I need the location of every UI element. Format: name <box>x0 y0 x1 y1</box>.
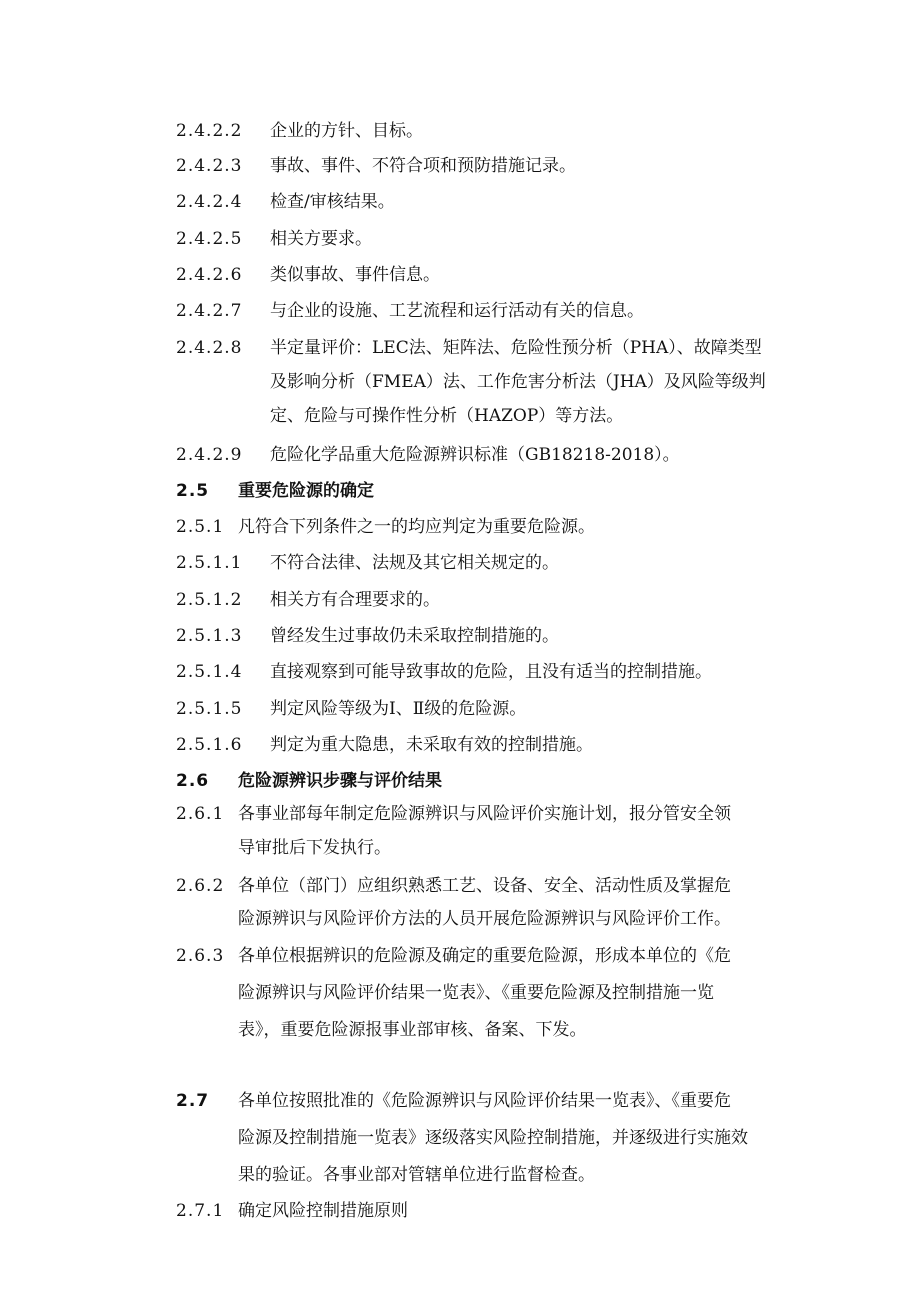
item-text: 判定风险等级为Ⅰ、Ⅱ级的危险源。 <box>270 699 527 719</box>
item-text: 事故、事件、不符合项和预防措施记录。 <box>270 156 576 176</box>
item-number: 2.5.1.1 <box>176 553 243 573</box>
item-text: 直接观察到可能导致事故的危险，且没有适当的控制措施。 <box>270 662 712 682</box>
section-title: 重要危险源的确定 <box>238 481 374 501</box>
item-text-line: 险源辨识与风险评价方法的人员开展危险源辨识与风险评价工作。 <box>238 909 731 929</box>
item-text-line: 及影响分析（FMEA）法、工作危害分析法（JHA）及风险等级判 <box>270 372 766 392</box>
item-text: 检查/审核结果。 <box>270 192 395 212</box>
item-number: 2.5.1 <box>176 517 225 537</box>
item-text-line: 各事业部每年制定危险源辨识与风险评价实施计划，报分管安全领 <box>238 804 731 824</box>
item-text-line: 导审批后下发执行。 <box>238 838 391 858</box>
item-text: 判定为重大隐患，未采取有效的控制措施。 <box>270 735 593 755</box>
item-text: 与企业的设施、工艺流程和运行活动有关的信息。 <box>270 301 644 321</box>
item-number: 2.4.2.6 <box>176 265 243 285</box>
item-text-line: 表》，重要危险源报事业部审核、备案、下发。 <box>238 1020 587 1040</box>
item-text: 曾经发生过事故仍未采取控制措施的。 <box>270 626 559 646</box>
item-text-line: 险源及控制措施一览表》逐级落实风险控制措施，并逐级进行实施效 <box>238 1128 748 1148</box>
item-text-line: 险源辨识与风险评价结果一览表》、《重要危险源及控制措施一览 <box>238 983 714 1003</box>
item-number: 2.5.1.6 <box>176 735 243 755</box>
item-text: 相关方要求。 <box>270 229 372 249</box>
item-number: 2.5.1.3 <box>176 626 243 646</box>
item-text: 类似事故、事件信息。 <box>270 265 440 285</box>
section-number: 2.5 <box>176 481 210 501</box>
item-number: 2.4.2.8 <box>176 338 243 358</box>
item-number: 2.4.2.9 <box>176 445 243 465</box>
item-text-line: 各单位（部门）应组织熟悉工艺、设备、安全、活动性质及掌握危 <box>238 876 731 896</box>
item-number: 2.5.1.5 <box>176 699 243 719</box>
item-number: 2.4.2.7 <box>176 301 243 321</box>
item-number: 2.5.1.2 <box>176 590 243 610</box>
item-text-line: 定、危险与可操作性分析（HAZOP）等方法。 <box>270 406 624 426</box>
item-number: 2.4.2.3 <box>176 156 243 176</box>
item-text: 确定风险控制措施原则 <box>238 1201 408 1221</box>
item-number: 2.4.2.5 <box>176 229 243 249</box>
item-text: 危险化学品重大危险源辨识标准（GB18218-2018）。 <box>270 445 680 465</box>
item-number: 2.4.2.2 <box>176 121 243 141</box>
item-number: 2.5.1.4 <box>176 662 243 682</box>
section-number: 2.6 <box>176 771 210 791</box>
item-text-line: 半定量评价：LEC法、矩阵法、危险性预分析（PHA）、故障类型 <box>270 338 762 358</box>
item-number: 2.6.1 <box>176 804 225 824</box>
item-text: 相关方有合理要求的。 <box>270 590 440 610</box>
item-number: 2.6.2 <box>176 876 225 896</box>
item-text: 不符合法律、法规及其它相关规定的。 <box>270 553 559 573</box>
item-number: 2.7.1 <box>176 1201 225 1221</box>
item-text: 凡符合下列条件之一的均应判定为重要危险源。 <box>238 517 595 537</box>
item-text: 企业的方针、目标。 <box>270 121 423 141</box>
item-number: 2.4.2.4 <box>176 192 243 212</box>
section-title: 危险源辨识步骤与评价结果 <box>238 771 442 791</box>
section-number: 2.7 <box>176 1091 210 1111</box>
item-text-line: 果的验证。各事业部对管辖单位进行监督检查。 <box>238 1165 595 1185</box>
item-text-line: 各单位根据辨识的危险源及确定的重要危险源，形成本单位的《危 <box>238 946 731 966</box>
item-number: 2.6.3 <box>176 946 225 966</box>
item-text-line: 各单位按照批准的《危险源辨识与风险评价结果一览表》、《重要危 <box>238 1091 731 1111</box>
